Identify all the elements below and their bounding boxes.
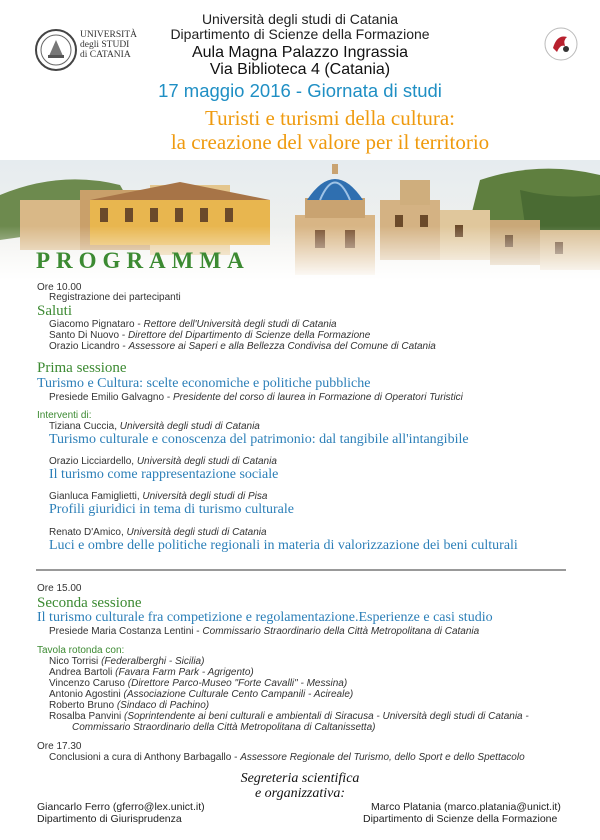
talk-speaker (49, 491, 267, 502)
left-department: Dipartimento di Giurisprudenza (37, 813, 182, 825)
talk-affiliation: Università degli studi di Catania (136, 456, 277, 467)
participant-role: (Associazione Culturale Cento Campanili - Acireale) (123, 689, 354, 700)
roundtable-participant (49, 689, 353, 700)
talk-affiliation: Università degli studi di Catania (119, 421, 260, 432)
time-morning: Ore 10.00 (37, 282, 82, 293)
registration-text: Registrazione dei partecipanti (49, 292, 181, 303)
header-venue: Aula Magna Palazzo Ingrassia (191, 44, 409, 61)
session1-title: Prima sessione (37, 360, 127, 376)
header-university: Università degli studi di Catania (201, 11, 399, 27)
event-title-line1: Turisti e turismi della cultura: (204, 106, 456, 130)
talk-speaker-name: Tiziana Cuccia, (49, 421, 117, 432)
right-contact: Marco Platania (marco.platania@unict.it) (371, 801, 561, 813)
right-department: Dipartimento di Scienze della Formazione (363, 813, 558, 825)
event-title-line2: la creazione del valore per il territorio (170, 130, 490, 154)
participant-name: Antonio Agostini (49, 689, 121, 700)
session1-chair-name: Presiede Emilio Galvagno (49, 392, 165, 403)
talk-title: Il turismo come rappresentazione sociale (49, 467, 279, 482)
greeting-row: Orazio Licandro - Assessore ai Saperi e alla Bellezza Condivisa del Comune di Catania (49, 341, 436, 352)
section-divider (36, 569, 566, 571)
secretariat-heading-line1: Segreteria scientifica (240, 771, 360, 786)
session1-chair-role: Presidente del corso di laurea in Formazione di Operatori Turistici (172, 392, 463, 403)
roundtable-participant (49, 678, 347, 689)
greeting-role: Rettore dell'Università degli studi di Catania (143, 319, 337, 330)
talk-title: Luci e ombre delle politiche regionali in materia di valorizzazione dei beni culturali (49, 538, 518, 553)
participant-role: (Federalberghi - Sicilia) (101, 656, 205, 667)
greeting-role: Assessore ai Saperi e alla Bellezza Condivisa del Comune di Catania (128, 341, 436, 352)
participant-role-continuation (72, 722, 375, 733)
greetings-title: Saluti (37, 303, 73, 319)
participant-name: Roberto Bruno (49, 700, 115, 711)
greeting-row: Santo Di Nuovo - Direttore del Dipartimento di Scienze della Formazione (49, 330, 371, 341)
greeting-name: Giacomo Pignataro (49, 319, 135, 330)
talk-title: Profili giuridici in tema di turismo culturale (49, 502, 294, 517)
participant-role: (Favara Farm Park - Agrigento) (115, 667, 254, 678)
session2-chair: Presiede Maria Costanza Lentini - Commissario Straordinario della Città Metropolitana di Catania (49, 626, 480, 637)
participant-role: (Direttore Parco-Museo "Forte Cavalli" - Messina) (127, 678, 348, 689)
talk-speaker-name: Gianluca Famiglietti, (49, 491, 140, 502)
logo-text-line: degli STUDI (80, 40, 130, 50)
talk-speaker (49, 456, 277, 467)
talk-affiliation: Università degli studi di Catania (126, 527, 267, 538)
closing-text: Conclusioni a cura di Anthony Barbagallo - Assessore Regionale del Turismo, dello Sport e dello Spettacolo (49, 752, 525, 763)
greeting-role: Direttore del Dipartimento di Scienze della Formazione (127, 330, 371, 341)
talk-speaker-name: Orazio Licciardello, (49, 456, 135, 467)
roundtable-participant (49, 667, 254, 678)
left-contact: Giancarlo Ferro (gferro@lex.unict.it) (37, 801, 205, 813)
talk-affiliation: Università degli studi di Pisa (142, 491, 268, 502)
participant-name: Nico Torrisi (49, 656, 99, 667)
session2-chair-role: Commissario Straordinario della Città Metropolitana di Catania (202, 626, 480, 637)
participant-name: Rosalba Panvini (49, 711, 122, 722)
participant-role-continuation-text: Commissario Straordinario della Città Metropolitana di Caltanissetta) (72, 722, 376, 733)
participant-name: Andrea Bartoli (49, 667, 113, 678)
closing-speaker: Conclusioni a cura di Anthony Barbagallo (49, 752, 232, 763)
roundtable-participant (49, 711, 529, 722)
greeting-name: Santo Di Nuovo (49, 330, 120, 341)
time-closing: Ore 17.30 (37, 741, 82, 752)
talk-speaker (49, 421, 260, 432)
closing-role: Assessore Regionale del Turismo, dello Sport e dello Spettacolo (240, 752, 525, 763)
program-heading: PROGRAMMA (36, 248, 250, 273)
session1-topic: Turismo e Cultura: scelte economiche e politiche pubbliche (37, 376, 371, 391)
logo-text-line: di CATANIA (80, 50, 131, 60)
roundtable-participant (49, 700, 209, 711)
roundtable-label: Tavola rotonda con: (37, 645, 125, 656)
event-date: 17 maggio 2016 - Giornata di studi (158, 80, 442, 101)
session2-chair-name: Presiede Maria Costanza Lentini (49, 626, 194, 637)
interventions-label: Interventi di: (37, 410, 92, 421)
session2-topic: Il turismo culturale fra competizione e regolamentazione.Esperienze e casi studio (37, 610, 493, 625)
talk-speaker-name: Renato D'Amico, (49, 527, 124, 538)
talk-title: Turismo culturale e conoscenza del patrimonio: dal tangibile all'intangibile (49, 432, 469, 447)
greeting-name: Orazio Licandro (49, 341, 120, 352)
logo-text-line: UNIVERSITÀ (80, 30, 137, 40)
secretariat-heading-line2: e organizzativa: (254, 786, 346, 801)
roundtable-participant (49, 656, 204, 667)
greeting-row: Giacomo Pignataro - Rettore dell'Università degli studi di Catania (49, 319, 337, 330)
participant-role: (Soprintendente ai beni culturali e ambientali di Siracusa - Università degli studi di Catania - (124, 711, 529, 722)
header-address: Via Biblioteca 4 (Catania) (209, 61, 391, 78)
participant-name: Vincenzo Caruso (49, 678, 125, 689)
participant-role: (Sindaco di Pachino) (116, 700, 210, 711)
session2-title: Seconda sessione (37, 595, 142, 611)
talk-speaker (49, 527, 267, 538)
session1-chair: Presiede Emilio Galvagno - Presidente del corso di laurea in Formazione di Operatori Turistici (49, 392, 463, 403)
time-afternoon: Ore 15.00 (37, 583, 82, 594)
header-department: Dipartimento di Scienze della Formazione (170, 26, 430, 42)
